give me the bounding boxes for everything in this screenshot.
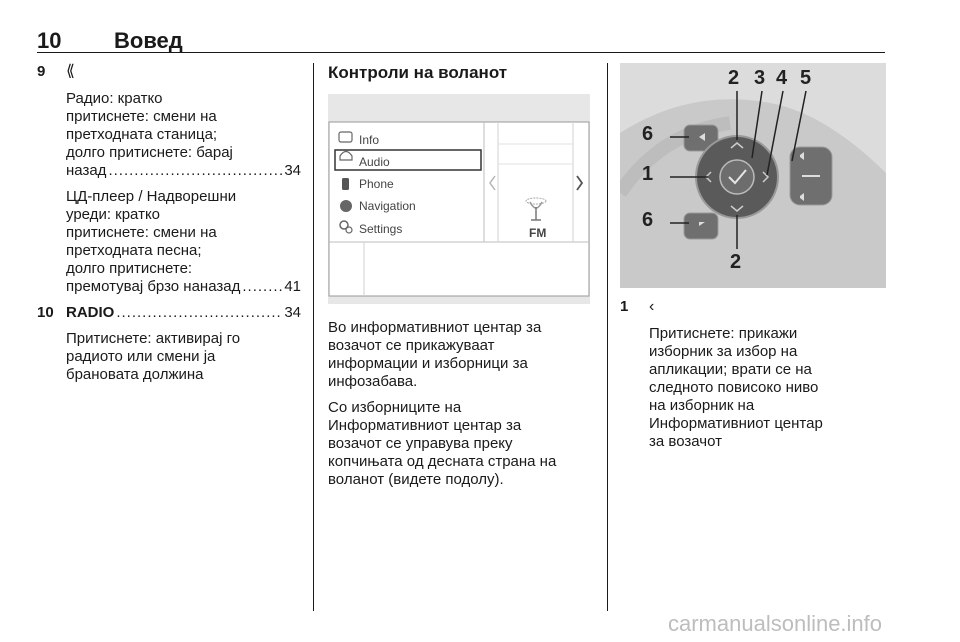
text-line: Информативниот центар за (328, 417, 522, 434)
menu-item-phone[interactable]: Phone (359, 177, 394, 191)
column-middle (328, 63, 590, 497)
callout-1: 1 (642, 163, 654, 185)
double-chevron-left-icon: ⟪ (66, 63, 75, 80)
text-line: долго притиснете: (66, 260, 193, 277)
watermark: carmanualsonline.info (668, 611, 883, 636)
section-title: Вовед (114, 28, 183, 53)
text-line: инфозабава. (328, 373, 418, 390)
column-left (37, 63, 301, 392)
text-line: Радио: кратко (66, 90, 163, 107)
leader-dots (242, 278, 282, 296)
text-line: назад (66, 162, 107, 179)
callout-3: 3 (754, 67, 766, 89)
radio-button-label: RADIO (66, 304, 115, 321)
text-line: за возачот (649, 433, 722, 450)
controls-description-paragraph (328, 399, 590, 489)
section-heading: Контроли на воланот (328, 63, 508, 82)
menu-item-audio[interactable]: Audio (359, 155, 390, 169)
steering-wheel-controls-illustration (620, 63, 886, 288)
page-number: 10 (37, 28, 62, 53)
text-line: Со изборниците на (328, 399, 462, 416)
text-line: информации и изборници за (328, 355, 528, 372)
text-line: возачот се прикажуваат (328, 337, 495, 354)
callout-2-bottom: 2 (730, 251, 742, 273)
page-reference[interactable]: 41 (284, 278, 301, 295)
text-line: воланот (видете подолу). (328, 471, 504, 488)
page-reference[interactable]: 34 (284, 304, 301, 321)
callout-6-top: 6 (642, 123, 654, 145)
entry-number: 10 (37, 304, 54, 321)
text-line: апликации; врати се на (649, 361, 812, 378)
chevron-left-icon: ‹ (649, 298, 655, 315)
text-line: уреди: кратко (66, 206, 161, 223)
entry-9-paragraph-1 (66, 90, 301, 180)
callout-4: 4 (776, 67, 788, 89)
text-line: следното повисоко ниво (649, 379, 819, 396)
text-line: Притиснете: прикажи (649, 325, 798, 342)
text-line: долго притиснете: барај (66, 144, 233, 161)
menu-item-info[interactable]: Info (359, 133, 380, 147)
text-line: премотувај брзо наназад (66, 278, 241, 295)
text-line: на изборник на (649, 397, 755, 414)
fm-label: FM (529, 226, 547, 240)
leader-dots (108, 162, 282, 180)
text-line: притиснете: смени на (66, 224, 217, 241)
entry-1-paragraph (649, 325, 886, 451)
text-line: брановата должина (66, 366, 204, 383)
entry-10 (37, 304, 301, 384)
text-line: ЦД-плеер / Надворешни (66, 188, 237, 205)
page-reference[interactable]: 34 (284, 162, 301, 179)
text-line: Информативниот центар (649, 415, 823, 432)
column-divider-left (313, 63, 314, 611)
menu-item-navigation[interactable]: Navigation (359, 199, 416, 213)
entry-9 (37, 63, 301, 296)
page-reference-line (66, 162, 301, 180)
page-reference-line (66, 278, 301, 296)
page-header (37, 26, 885, 53)
entry-9-paragraph-2 (66, 188, 301, 296)
text-line: Притиснете: активирај го (66, 330, 241, 347)
callout-5: 5 (800, 67, 812, 89)
text-line: возачот се управува преку (328, 435, 513, 452)
screen-description-paragraph (328, 319, 590, 391)
text-line: претходната песна; (66, 242, 202, 259)
text-line: копчињата од десната страна на (328, 453, 557, 470)
entry-number: 9 (37, 63, 46, 80)
callout-2-top: 2 (728, 67, 740, 89)
menu-item-settings[interactable]: Settings (359, 222, 403, 236)
text-line: притиснете: смени на (66, 108, 217, 125)
text-line: радиото или смени ја (66, 348, 216, 365)
column-divider-right (607, 63, 608, 611)
leader-dots (116, 304, 282, 322)
callout-6-bottom: 6 (642, 209, 654, 231)
text-line: изборник за избор на (649, 343, 798, 360)
infotainment-screen-illustration (328, 94, 590, 304)
text-line: претходната станица; (66, 126, 218, 143)
page-reference-line (66, 304, 301, 322)
entry-number: 1 (620, 298, 629, 315)
entry-1 (620, 298, 886, 451)
column-right (620, 63, 886, 459)
text-line: Во информативниот центар за (328, 319, 542, 336)
entry-10-paragraph (66, 330, 301, 384)
